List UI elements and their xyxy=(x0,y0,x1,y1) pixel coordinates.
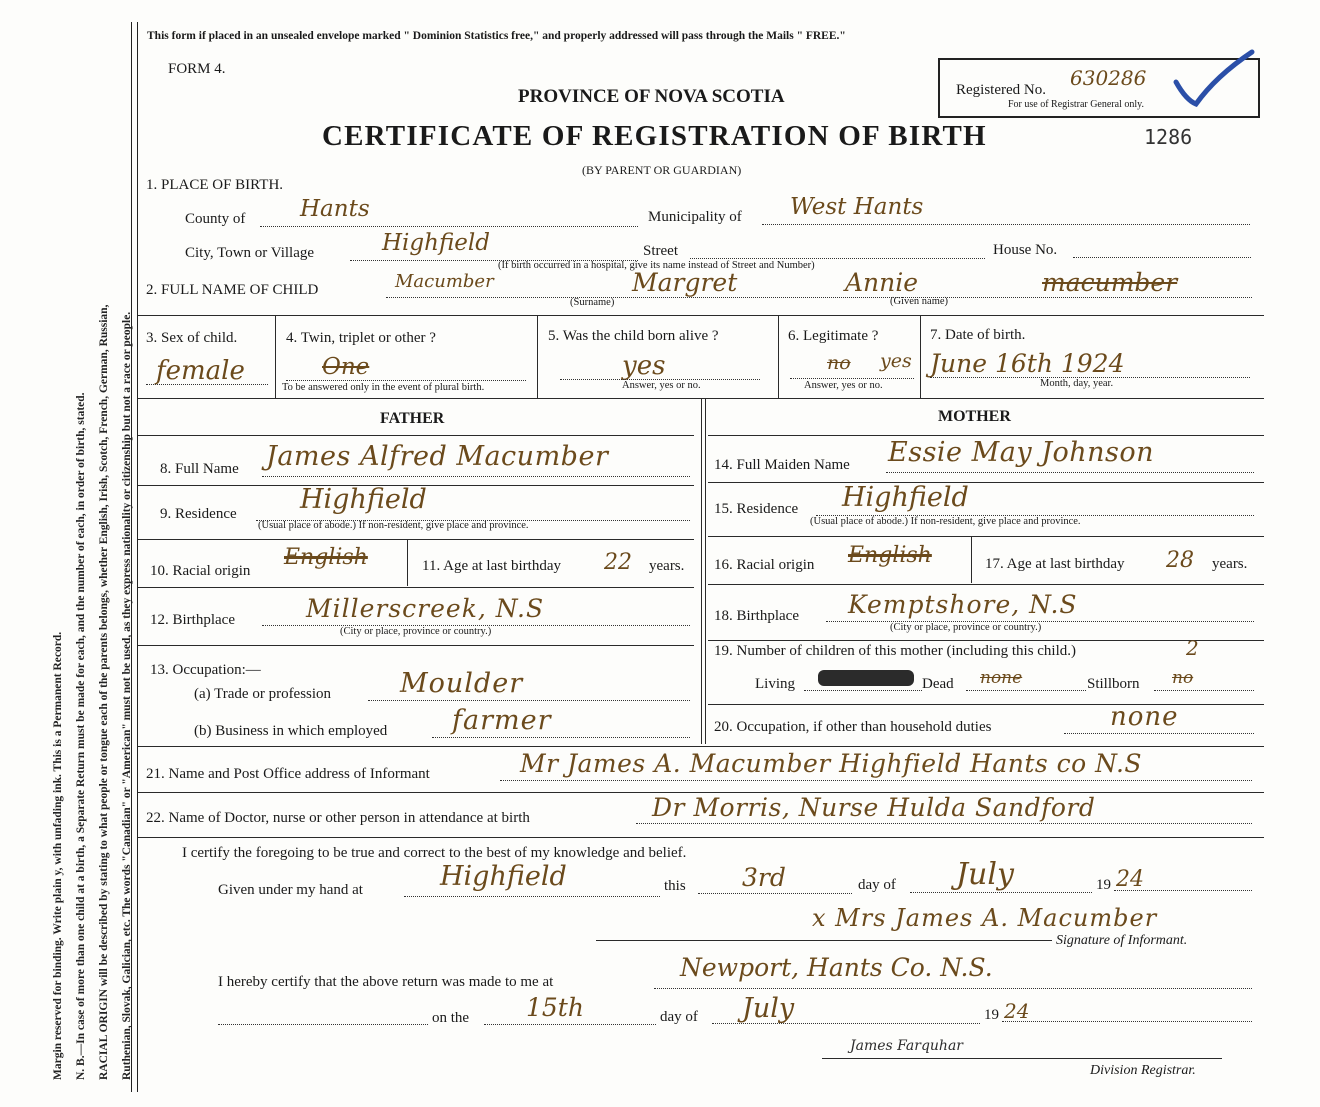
parents-divider-2 xyxy=(705,399,706,744)
stamp-number: 1286 xyxy=(1144,125,1193,149)
father-rule-2 xyxy=(138,539,694,540)
form-number: FORM 4. xyxy=(168,61,226,77)
mother-name-label: 14. Full Maiden Name xyxy=(714,457,850,473)
given-year-prefix: 19 xyxy=(1096,877,1111,893)
informant-label: 21. Name and Post Office address of Informant xyxy=(146,766,430,782)
child-name-label: 2. FULL NAME OF CHILD xyxy=(146,282,319,298)
children-label: 19. Number of children of this mother (including this child.) xyxy=(714,643,1077,659)
father-age-value: 22 xyxy=(604,550,632,575)
row3-divider-2 xyxy=(537,316,538,398)
mother-rule-top xyxy=(708,435,1264,436)
given-year-value: 24 xyxy=(1116,867,1144,892)
page-subtitle: (BY PARENT OR GUARDIAN) xyxy=(582,163,742,177)
signature-line xyxy=(596,940,1052,941)
dob-value: June 16th 1924 xyxy=(930,349,1125,378)
doctor-label: 22. Name of Doctor, nurse or other person in attendance at birth xyxy=(146,810,530,826)
child-middle-name: Annie xyxy=(845,268,919,297)
margin-text-4: Ruthenian, Slovak, Galician, etc. The words "Canadian" or "American" must not be used, as they express nationality or citizenship but not a race or people. xyxy=(121,311,133,1080)
mother-racial-value: English xyxy=(848,543,932,568)
registrar-place-value: Newport, Hants Co. N.S. xyxy=(680,953,993,982)
certify-text: I certify the foregoing to be true and correct to the best of my knowledge and belief. xyxy=(182,845,687,861)
father-heading: FATHER xyxy=(380,410,445,427)
informant-line xyxy=(500,780,1252,781)
mother-age-years: years. xyxy=(1212,556,1248,572)
informant-value: Mr James A. Macumber Highfield Hants co N.S xyxy=(520,749,1143,778)
mother-racial-divider xyxy=(971,537,972,583)
mother-res-label: 15. Residence xyxy=(714,501,799,517)
registrar-day-line xyxy=(484,1024,656,1025)
alive-label: 5. Was the child born alive ? xyxy=(548,328,719,344)
registrar-caption: Division Registrar. xyxy=(1090,1063,1196,1078)
reg-label: Registered No. xyxy=(956,82,1046,98)
given-place-line xyxy=(404,896,660,897)
stillborn-label: Stillborn xyxy=(1087,676,1140,692)
stillborn-value: no xyxy=(1172,668,1194,688)
registrar-signature: James Farquhar xyxy=(850,1038,963,1054)
mother-res-note: (Usual place of abode.) If non-resident, give place and province. xyxy=(810,516,1081,527)
street-label: Street xyxy=(643,243,678,259)
mother-rule-2 xyxy=(708,536,1264,537)
house-line xyxy=(1073,257,1251,258)
registrar-day-value: 15th xyxy=(526,993,584,1022)
registrar-day-of-label: day of xyxy=(660,1009,698,1025)
doctor-value: Dr Morris, Nurse Hulda Sandford xyxy=(652,793,1096,822)
trade-label: (a) Trade or profession xyxy=(194,686,332,702)
dead-value: none xyxy=(980,668,1023,688)
father-res-note: (Usual place of abode.) If non-resident, give place and province. xyxy=(258,520,529,531)
county-line xyxy=(260,226,638,227)
living-label: Living xyxy=(755,676,795,692)
signature-caption: Signature of Informant. xyxy=(1056,933,1188,948)
child-name-line xyxy=(386,297,1252,298)
living-scribble xyxy=(818,670,914,686)
dead-line xyxy=(966,690,1086,691)
row3-divider-1 xyxy=(275,316,276,398)
surname-caption: (Surname) xyxy=(570,297,615,308)
sex-label: 3. Sex of child. xyxy=(146,330,238,346)
child-struck-name: macumber xyxy=(1042,268,1178,297)
mother-occ-value: none xyxy=(1110,702,1179,732)
given-month-line xyxy=(910,892,1092,893)
hospital-note: (If birth occurred in a hospital, give its name instead of Street and Number) xyxy=(498,260,815,271)
given-under-label: Given under my hand at xyxy=(218,882,363,898)
legitimate-label: 6. Legitimate ? xyxy=(788,328,879,344)
municipality-value: West Hants xyxy=(790,194,924,220)
mother-age-label: 17. Age at last birthday xyxy=(985,556,1125,572)
mother-occ-label: 20. Occupation, if other than household duties xyxy=(714,719,992,735)
father-rule-top xyxy=(138,435,694,436)
given-caption: (Given name) xyxy=(890,296,949,307)
row3-top-rule xyxy=(138,315,1264,316)
mother-heading: MOTHER xyxy=(938,408,1011,425)
legitimate-value: yes xyxy=(880,350,912,372)
twin-label: 4. Twin, triplet or other ? xyxy=(286,330,436,346)
province-heading: PROVINCE OF NOVA SCOTIA xyxy=(518,86,785,107)
father-racial-label: 10. Racial origin xyxy=(150,563,251,579)
street-line xyxy=(690,258,985,259)
father-rule-3 xyxy=(138,587,694,588)
father-occ-label: 13. Occupation:— xyxy=(150,662,261,678)
municipality-line xyxy=(762,224,1250,225)
place-heading: 1. PLACE OF BIRTH. xyxy=(146,177,284,193)
business-line xyxy=(432,737,690,738)
father-bp-label: 12. Birthplace xyxy=(150,612,235,628)
mother-name-line xyxy=(886,472,1254,473)
mother-rule-4 xyxy=(708,640,1264,641)
margin-border xyxy=(131,22,132,1092)
page-title: CERTIFICATE OF REGISTRATION OF BIRTH xyxy=(322,120,987,152)
twin-line xyxy=(286,380,526,381)
sex-line xyxy=(146,384,268,385)
city-label: City, Town or Village xyxy=(185,245,315,261)
day-of-label: day of xyxy=(858,877,896,893)
informant-signature: x Mrs James A. Macumber xyxy=(812,904,1158,932)
father-res-value: Highfield xyxy=(300,484,427,515)
county-label: County of xyxy=(185,211,246,227)
mother-age-value: 28 xyxy=(1166,548,1194,573)
mother-rule-3 xyxy=(708,584,1264,585)
legitimate-line xyxy=(790,378,914,379)
county-value: Hants xyxy=(300,196,370,222)
row3-divider-4 xyxy=(920,316,921,398)
margin-border-inner xyxy=(137,22,138,1092)
reg-number: 630286 xyxy=(1070,66,1147,90)
stillborn-line xyxy=(1154,690,1254,691)
father-age-years: years. xyxy=(649,558,685,574)
dead-label: Dead xyxy=(922,676,954,692)
trade-value: Moulder xyxy=(400,668,524,699)
mother-bp-note: (City or place, province or country.) xyxy=(890,622,1042,633)
on-the-label: on the xyxy=(432,1010,470,1026)
twin-value: One xyxy=(322,354,370,380)
father-res-label: 9. Residence xyxy=(160,506,237,522)
trade-line xyxy=(368,700,690,701)
father-bp-value: Millerscreek, N.S xyxy=(306,594,545,623)
given-place-value: Highfield xyxy=(440,861,567,892)
business-value: farmer xyxy=(452,705,552,736)
father-name-label: 8. Full Name xyxy=(160,461,239,477)
father-rule-4 xyxy=(138,645,694,646)
father-name-value: James Alfred Macumber xyxy=(266,441,609,472)
reg-note: For use of Registrar General only. xyxy=(1008,99,1144,110)
sex-value: female xyxy=(156,356,245,386)
father-racial-divider xyxy=(407,540,408,586)
margin-text-3: RACIAL ORIGIN will be described by stating to what people or tongue each of the parents belongs, whether English, Irish, Scotch, French, German, Russian, xyxy=(98,304,110,1080)
mother-name-value: Essie May Johnson xyxy=(888,437,1155,468)
mother-bp-value: Kemptshore, N.S xyxy=(848,590,1078,619)
given-year-line xyxy=(1114,890,1252,891)
dob-note: Month, day, year. xyxy=(1040,378,1114,389)
registrar-year-prefix: 19 xyxy=(984,1007,999,1023)
mother-rule-1 xyxy=(708,482,1264,483)
doctor-line xyxy=(636,823,1252,824)
mother-res-value: Highfield xyxy=(842,482,969,513)
child-given-name: Margret xyxy=(632,268,738,297)
father-name-line xyxy=(262,476,690,477)
given-day-line xyxy=(698,893,852,894)
checkmark-icon xyxy=(1172,46,1258,112)
given-day-value: 3rd xyxy=(742,863,786,892)
registrar-text: I hereby certify that the above return was made to me at xyxy=(218,974,554,990)
mother-rule-5 xyxy=(708,704,1264,705)
registrar-place-line xyxy=(654,988,1252,989)
father-age-label: 11. Age at last birthday xyxy=(422,558,561,574)
business-label: (b) Business in which employed xyxy=(194,723,388,739)
parents-divider xyxy=(701,399,702,744)
mother-racial-label: 16. Racial origin xyxy=(714,557,815,573)
mother-occ-line xyxy=(1064,733,1254,734)
margin-text-2: N. B.—In case of more than one child at a birth, a Separate Return must be made for each, and the number of each, in order of birth, stated. xyxy=(75,392,87,1080)
legitimate-note: Answer, yes or no. xyxy=(804,380,883,391)
alive-note: Answer, yes or no. xyxy=(622,380,701,391)
given-month-value: July xyxy=(956,857,1014,892)
living-line xyxy=(804,690,922,691)
father-bp-note: (City or place, province or country.) xyxy=(340,626,492,637)
dob-label: 7. Date of birth. xyxy=(930,327,1026,343)
twin-note: To be answered only in the event of plural birth. xyxy=(282,382,485,393)
doctor-rule xyxy=(138,837,1264,838)
row3-divider-3 xyxy=(778,316,779,398)
municipality-label: Municipality of xyxy=(648,209,742,225)
registrar-year-line xyxy=(1002,1021,1252,1022)
child-surname: Macumber xyxy=(395,271,494,292)
city-value: Highfield xyxy=(382,230,490,256)
father-racial-value: English xyxy=(284,545,368,570)
legitimate-struck: no xyxy=(827,352,851,374)
alive-value: yes xyxy=(622,351,666,381)
registrar-year-value: 24 xyxy=(1004,999,1030,1023)
this-label: this xyxy=(664,878,686,894)
margin-text-1: Margin reserved for binding. Write plain y, with unfading ink. This is a Permanent Record. xyxy=(52,631,64,1080)
house-label: House No. xyxy=(993,242,1058,258)
registrar-signature-line xyxy=(822,1058,1222,1059)
registrar-month-value: July xyxy=(742,993,795,1024)
mail-notice: This form if placed in an unsealed envelope marked " Dominion Statistics free," and properly addressed will pass through the Mails " FREE." xyxy=(147,30,846,42)
children-value: 2 xyxy=(1186,636,1199,660)
parents-bottom-rule xyxy=(138,746,1264,747)
registrar-pre-line xyxy=(218,1024,428,1025)
mother-bp-label: 18. Birthplace xyxy=(714,608,799,624)
